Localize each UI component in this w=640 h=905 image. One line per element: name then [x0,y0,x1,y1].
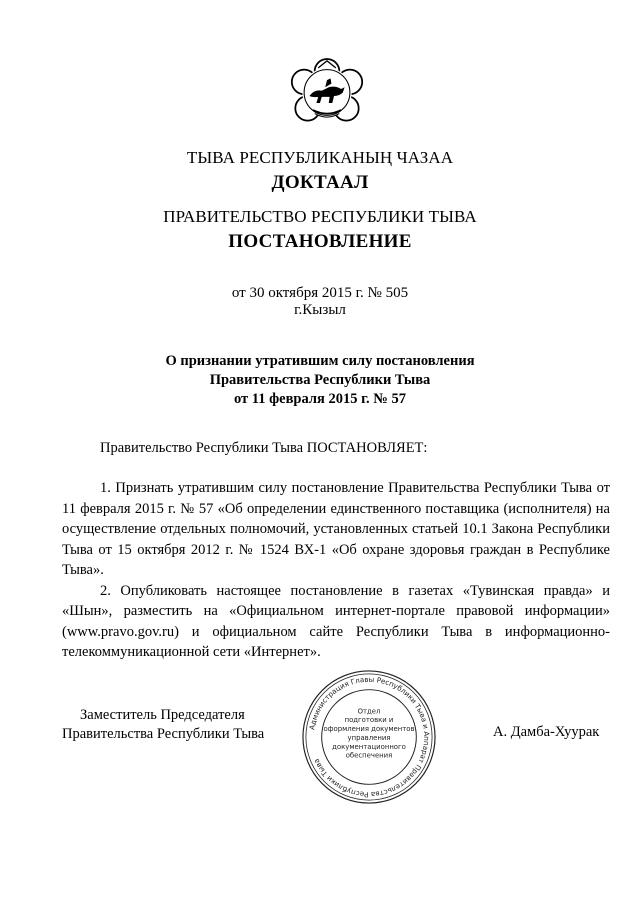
svg-text:подготовки и: подготовки и [344,716,394,725]
signer-name: А. Дамба-Хуурак [493,724,600,740]
signer-position-line: Правительства Республики Тыва [62,726,265,742]
svg-text:оформления документов: оформления документов [323,725,415,734]
document-city: г.Кызыл [294,302,346,318]
svg-text:Отдел: Отдел [357,707,381,716]
svg-text:документационного: документационного [332,742,406,751]
signer-position-line: Заместитель Председателя [80,707,245,723]
paragraph-2: 2. Опубликовать настоящее постановление в газетах «Тувинская правда» и «Шын», разместить на «Официальном интернет-портале правовой информации» (www.pravo.gov.ru) и официальном сайте Республики Тыва в информационно-телекоммуникационной сети «Интернет». [62,582,610,660]
tuva-emblem-icon [283,52,371,140]
svg-text:Администрация Главы Республики: Администрация Главы Республики Тыва и Аппарат Правительства Республики Тыва [307,674,432,800]
title-line: О признании утратившим силу постановления [165,353,475,369]
signer-position [62,706,264,744]
document-body [62,478,610,663]
preamble: Правительство Республики Тыва ПОСТАНОВЛЯЕТ: [100,440,428,456]
header-russian-government: ПРАВИТЕЛЬСТВО РЕСПУБЛИКИ ТЫВА [163,207,477,226]
svg-text:обеспечения: обеспечения [345,751,393,760]
official-stamp-icon [300,668,438,806]
title-line: Правительства Республики Тыва [209,372,431,388]
document-title [0,352,640,409]
svg-text:управления: управления [347,733,391,742]
header-russian-doc-type: ПОСТАНОВЛЕНИЕ [228,231,412,252]
paragraph-1: 1. Признать утратившим силу постановление Правительства Республики Тыва от 11 февраля 2015 г. № 57 «Об определении единственного поставщика (исполнителя) на осуществление отдельных полномочий, установленных статьей 10.1 Закона Республики Тыва от 15 октября 2012 г. № 1524 ВХ-1 «Об охране здоровья граждан в Республике Тыва». [62,480,610,578]
header-tuvan-doc-type: ДОКТААЛ [271,172,369,193]
header-tuvan-government: ТЫВА РЕСПУБЛИКАНЫҢ ЧАЗАА [186,148,454,167]
title-line: от 11 февраля 2015 г. № 57 [234,391,406,407]
document-date-number: от 30 октября 2015 г. № 505 [231,285,409,301]
